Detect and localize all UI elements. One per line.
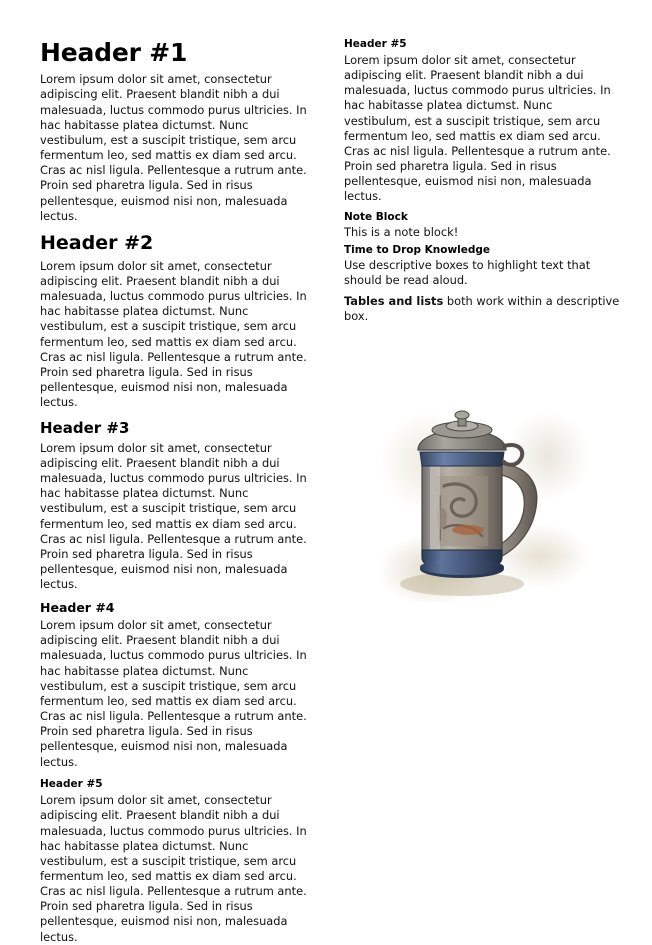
tables-and-lists-lead: Tables and lists — [344, 294, 444, 309]
descriptive-box-text: Use descriptive boxes to highlight text that should be read aloud. — [344, 257, 591, 287]
heading-4: Header #4 — [40, 600, 115, 616]
paragraph-5: Lorem ipsum dolor sit amet, consectetur adipiscing elit. Praesent blandit nibh a dui malesuada, luctus commodo purus ultricies. In hac habitasse platea dictumst. Nunc vestibulum, est a suscipit tristique, sem arcu fermentum leo, sed mattis ex diam sed arcu. Cras ac nisl ligula. Pellentesque a rutrum ante. Proin sed pharetra ligula. Sed in risus pellentesque, euismod nisi non, malesuada lectus. — [40, 793, 307, 944]
paragraph-4: Lorem ipsum dolor sit amet, consectetur adipiscing elit. Praesent blandit nibh a dui malesuada, luctus commodo purus ultricies. In hac habitasse platea dictumst. Nunc vestibulum, est a suscipit tristique, sem arcu fermentum leo, sed mattis ex diam sed arcu. Cras ac nisl ligula. Pellentesque a rutrum ante. Proin sed pharetra ligula. Sed in risus pellentesque, euismod nisi non, malesuada lectus. — [40, 618, 307, 769]
beer-stein-svg — [344, 368, 620, 618]
heading-3: Header #3 — [40, 419, 130, 438]
paragraph-2: Lorem ipsum dolor sit amet, consectetur adipiscing elit. Praesent blandit nibh a dui malesuada, luctus commodo purus ultricies. In hac habitasse platea dictumst. Nunc vestibulum, est a suscipit tristique, sem arcu fermentum leo, sed mattis ex diam sed arcu. Cras ac nisl ligula. Pellentesque a rutrum ante. Proin sed pharetra ligula. Sed in risus pellentesque, euismod nisi non, malesuada lectus. — [40, 258, 307, 410]
left-column — [40, 38, 316, 944]
right-paragraph-1: Lorem ipsum dolor sit amet, consectetur adipiscing elit. Praesent blandit nibh a dui malesuada, luctus commodo purus ultricies. In hac habitasse platea dictumst. Nunc vestibulum, est a suscipit tristique, sem arcu fermentum leo, sed mattis ex diam sed arcu. Cras ac nisl ligula. Pellentesque a rutrum ante. Proin sed pharetra ligula. Sed in risus pellentesque, euismod nisi non, malesuada lectus. — [344, 53, 611, 204]
note-block-text: This is a note block! — [344, 224, 459, 239]
tables-and-lists-rest: both work within a descriptive box. — [344, 294, 620, 324]
heading-1: Header #1 — [40, 38, 188, 67]
beer-stein-illustration — [344, 368, 620, 618]
tables-and-lists-line — [344, 294, 620, 324]
paragraph-1: Lorem ipsum dolor sit amet, consectetur adipiscing elit. Praesent blandit nibh a dui malesuada, luctus commodo purus ultricies. In hac habitasse platea dictumst. Nunc vestibulum, est a suscipit tristique, sem arcu fermentum leo, sed mattis ex diam sed arcu. Cras ac nisl ligula. Pellentesque a rutrum ante. Proin sed pharetra ligula. Sed in risus pellentesque, euismod nisi non, malesuada lectus. — [40, 72, 307, 223]
right-heading-5: Header #5 — [344, 38, 407, 50]
paragraph-3: Lorem ipsum dolor sit amet, consectetur adipiscing elit. Praesent blandit nibh a dui malesuada, luctus commodo purus ultricies. In hac habitasse platea dictumst. Nunc vestibulum, est a suscipit tristique, sem arcu fermentum leo, sed mattis ex diam sed arcu. Cras ac nisl ligula. Pellentesque a rutrum ante. Proin sed pharetra ligula. Sed in risus pellentesque, euismod nisi non, malesuada lectus. — [40, 440, 307, 592]
note-block-title: Note Block — [344, 210, 408, 223]
descriptive-box-title: Time to Drop Knowledge — [344, 243, 491, 256]
heading-2: Header #2 — [40, 231, 154, 254]
two-column-layout — [40, 38, 620, 944]
right-column — [344, 38, 620, 814]
heading-5: Header #5 — [40, 777, 103, 790]
